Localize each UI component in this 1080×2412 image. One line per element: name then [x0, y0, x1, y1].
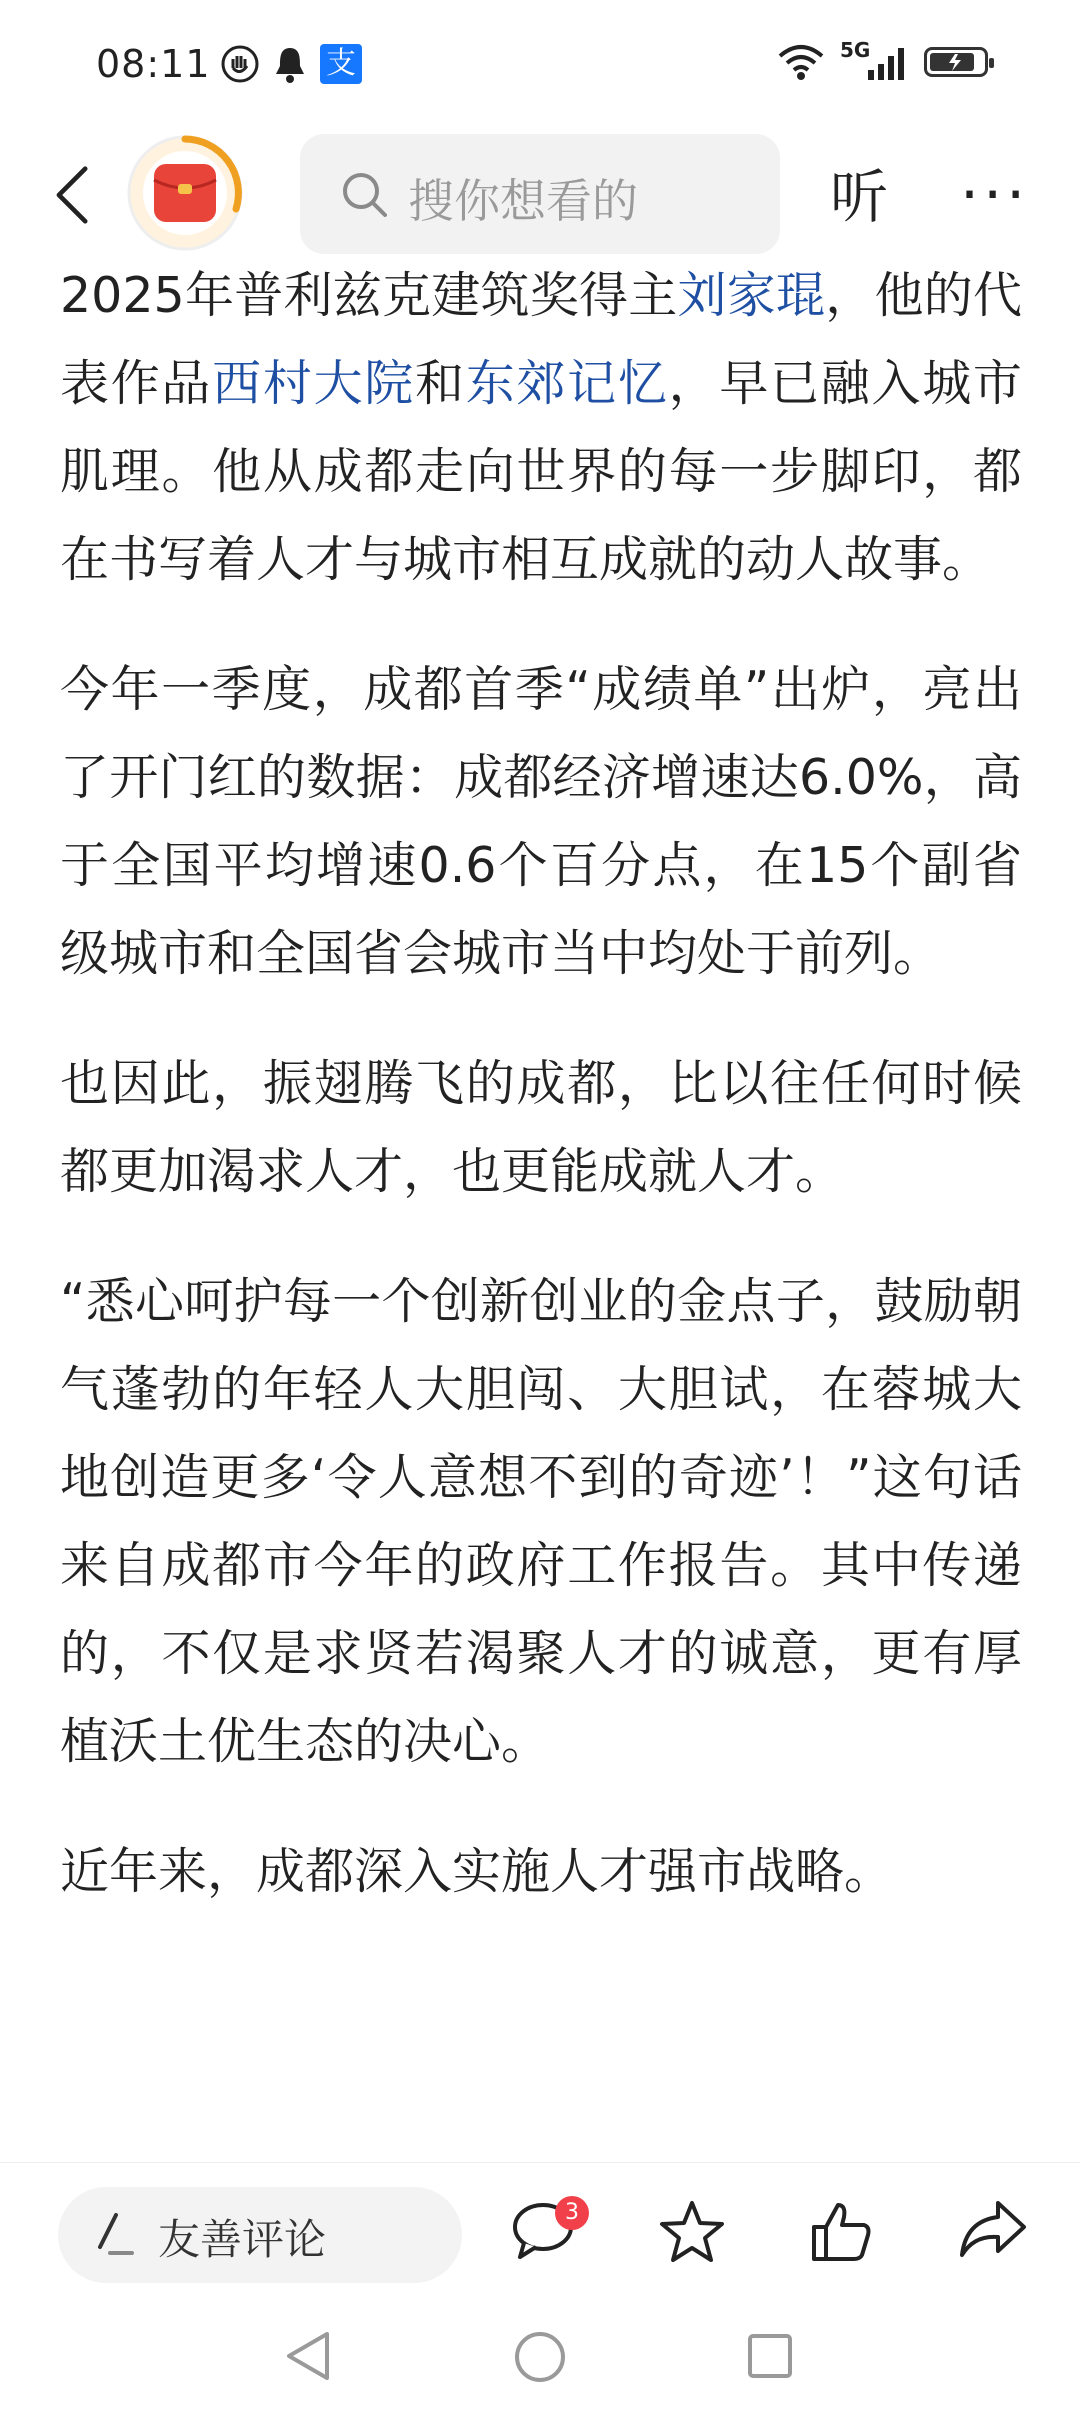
hand-privacy-icon [220, 44, 260, 84]
comment-placeholder: 友善评论 [158, 2215, 327, 2264]
comment-count-badge: 3 [555, 2196, 589, 2230]
paragraph-2: 今年一季度，成都首季“成绩单”出炉，亮出了开门红的数据：成都经济增速达6.0%，高于全国平均增速0.6个百分点，在15个副省级城市和全国省会城市当中均处于前列。 [60, 661, 1022, 982]
status-bar [0, 0, 1080, 130]
more-menu-button[interactable]: ··· [960, 160, 1030, 230]
paragraph-5: 近年来，成都深入实施人才强市战略。 [60, 1843, 894, 1900]
status-time: 08:11 [96, 42, 211, 86]
search-icon [340, 170, 390, 220]
bell-icon [272, 44, 308, 84]
network-type-label: 5G [840, 38, 871, 62]
search-bar[interactable] [300, 134, 780, 254]
system-status-icons [776, 38, 988, 82]
nav-home-icon[interactable] [513, 2330, 567, 2384]
listen-button[interactable]: 听 [830, 163, 889, 231]
notification-icons [220, 44, 362, 84]
link-liu-jiakun[interactable]: 刘家琨 [677, 267, 826, 324]
nav-recents-icon[interactable] [746, 2332, 794, 2380]
pen-icon [92, 2211, 138, 2259]
nav-back-icon[interactable] [283, 2330, 333, 2382]
battery-icon [924, 47, 988, 77]
thumbs-up-icon[interactable] [808, 2199, 874, 2263]
wifi-icon [776, 42, 826, 82]
paragraph-1: 2025年普利兹克建筑奖得主刘家琨，他的代表作品西村大院和东郊记忆，早已融入城市肌理。他从成都走向世界的每一步脚印，都在书写着人才与城市相互成就的动人故事。 [60, 267, 1022, 588]
article-body [60, 252, 1022, 1958]
share-icon[interactable] [958, 2199, 1028, 2261]
comment-input[interactable] [58, 2187, 462, 2283]
paragraph-3: 也因此，振翅腾飞的成都，比以往任何时候都更加渴求人才，也更能成就人才。 [60, 1055, 1022, 1200]
cellular-signal-icon [840, 38, 910, 82]
back-icon[interactable] [48, 165, 98, 225]
paragraph-4: “悉心呵护每一个创新创业的金点子，鼓励朝气蓬勃的年轻人大胆闯、大胆试，在蓉城大地创造更多‘令人意想不到的奇迹’！”这句话来自成都市今年的政府工作报告。其中传递的，不仅是求贤若渴聚人才的诚意，更有厚植沃土优生态的决心。 [60, 1273, 1022, 1770]
alipay-icon: 支 [320, 44, 362, 84]
link-xicun-dayuan[interactable]: 西村大院 [212, 355, 416, 412]
bottom-action-bar [0, 2162, 1080, 2291]
star-icon[interactable] [658, 2199, 726, 2265]
system-navigation-bar [0, 2290, 1080, 2412]
search-placeholder: 搜你想看的 [408, 174, 638, 228]
publisher-avatar[interactable] [126, 134, 244, 252]
link-dongjiao-jiyi[interactable]: 东郊记忆 [465, 355, 669, 412]
